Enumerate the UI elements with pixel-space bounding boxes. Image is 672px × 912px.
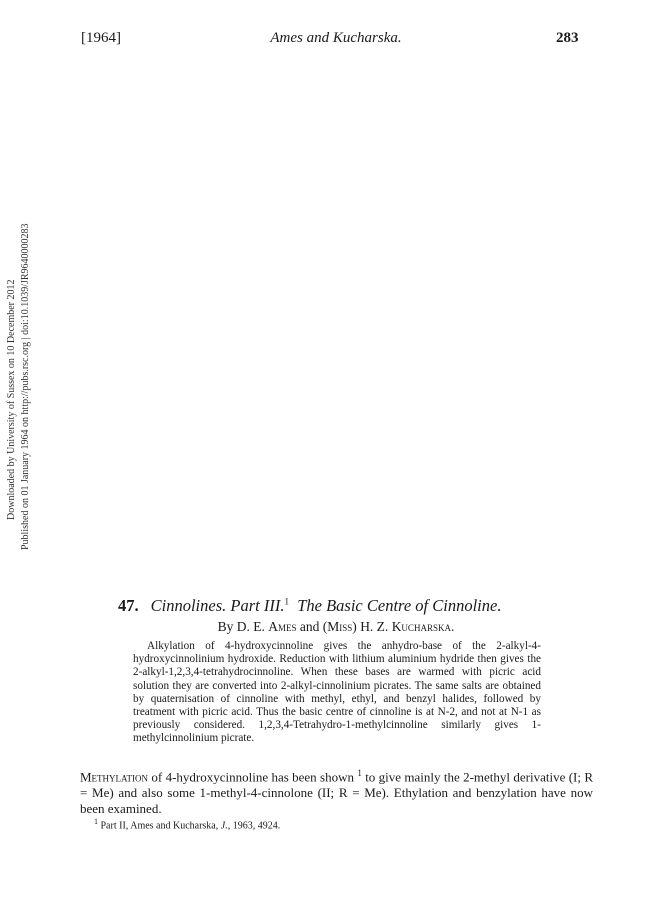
footnote <box>94 817 280 831</box>
article-title <box>118 596 501 616</box>
body-footnote-ref: 1 <box>357 768 362 778</box>
byline <box>0 619 672 635</box>
author-2-initials: H. Z. <box>356 619 392 634</box>
download-notice: Downloaded by University of Sussex on 10 December 2012 <box>6 279 17 520</box>
header-year: [1964] <box>81 30 121 46</box>
footnote-journal: J. <box>220 820 228 832</box>
body-text-part-1: of 4-hydroxycinnoline has been shown <box>148 769 358 785</box>
byline-end: . <box>450 619 455 634</box>
author-2-title: (Miss) <box>322 619 357 634</box>
header-page-number: 283 <box>556 30 579 46</box>
article-number: 47. <box>118 596 139 615</box>
header-running-title: Ames and Kucharska. <box>270 30 402 46</box>
abstract: Alkylation of 4-hydroxycinnoline gives the anhydro-base of the 2-alkyl-4-hydroxycinnolinium hydroxide. Reduction with lithium aluminium hydride then gives the 2-alkyl-1,2,3,4-tetrahydrocinnoline. When these bases are warmed with picric acid solution they are converted into 2-alkyl-cinnolinium picrates. The same salts are obtained by quaternisation of cinnoline with methyl, ethyl, and benzyl halides, followed by treatment with picric acid. Thus the basic centre of cinnoline is at N-2, and not at N-1 as previously considered. 1,2,3,4-Tetrahydro-1-methylcinnoline similarly gives 1-methylcinnolinium picrate. <box>133 640 541 745</box>
footnote-citation: , 1963, 4924. <box>227 820 281 832</box>
author-1-surname: Ames <box>268 619 297 634</box>
author-2-surname: Kucharska <box>391 619 451 634</box>
publication-notice: Published on 01 January 1964 on http://pubs.rsc.org | doi:10.1039/JR9640000283 <box>20 223 31 550</box>
body-text-part-2: to give mainly the 2-methyl derivative (I; R = Me) and also some 1-methyl-4-cinnolone (II; R = Me). Ethylation and benzylation have now been examined. <box>80 769 593 816</box>
footnote-marker: 1 <box>94 817 98 826</box>
footnote-text: Part II, Ames and Kucharska, <box>98 820 221 832</box>
body-paragraph <box>80 766 593 816</box>
byline-conjunction: and <box>296 619 323 634</box>
title-part-1: Cinnolines. Part III. <box>150 596 285 615</box>
byline-prefix: By D. E. <box>217 619 269 634</box>
body-lead-word: Methylation <box>80 769 149 785</box>
title-part-2: The Basic Centre of Cinnoline. <box>297 596 502 615</box>
title-footnote-ref: 1 <box>284 596 289 607</box>
